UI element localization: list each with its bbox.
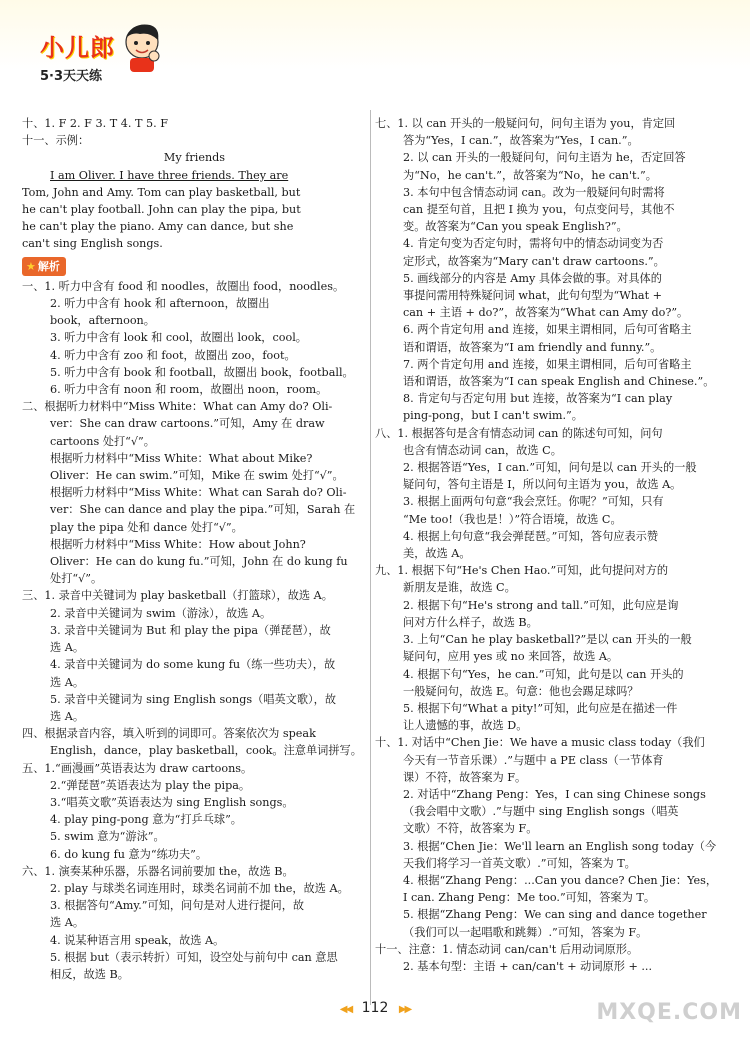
text-line: 4. 录音中关键词为 do some kung fu（练一些功夫），故	[50, 658, 336, 672]
text-line: 选 A。	[50, 916, 85, 930]
text-line: 2. 听力中含有 hook 和 afternoon，故圈出	[50, 297, 270, 311]
text-line: 3. 根据“Chen Jie：We'll learn an English song today（今	[403, 839, 717, 853]
text-line: 十一、注意：1. 情态动词 can/can't 后用动词原形。	[375, 942, 639, 956]
text-line: 定形式，故答案为“Mary can't draw cartoons.”。	[403, 254, 665, 268]
brand-logo	[40, 28, 115, 84]
text-line: 文歌）不符，故答案为 F。	[403, 822, 538, 836]
text-line: cartoons 处打“√”。	[50, 434, 155, 448]
right-column	[375, 115, 720, 975]
next-arrows-icon: ▶▶	[398, 1004, 411, 1015]
text-line: 4. 肯定句变为否定句时，需将句中的情态动词变为否	[403, 237, 664, 251]
text-line: English，dance，play basketball，cook。注意单词拼写。	[50, 744, 362, 758]
text-line: 4. 根据“Zhang Peng：...Can you dance? Chen Jie：Yes，	[403, 873, 718, 887]
text-line: he can't play the piano. Amy can dance, but she	[22, 220, 294, 234]
text-line: 为“No，he can't.”，故答案为“No，he can't.”。	[403, 168, 657, 182]
text-line: 选 A。	[50, 709, 85, 723]
text-line: 5. 画线部分的内容是 Amy 具体会做的事。对具体的	[403, 271, 662, 285]
text-line: Tom, John and Amy. Tom can play basketball, but	[22, 185, 301, 199]
text-line: My friends	[163, 151, 226, 165]
text-line: 6. do kung fu 意为“练功夫”。	[50, 847, 208, 861]
text-line: 新朋友是谁，故选 C。	[403, 581, 516, 595]
text-line: 八、1. 根据答句是含有情态动词 can 的陈述句可知，问句	[375, 426, 663, 440]
section-badge	[22, 257, 66, 276]
text-line: 语和谓语，故答案为“I am friendly and funny.”。	[403, 340, 662, 354]
text-line: 六、1. 演奏某种乐器，乐器名词前要加 the，故选 B。	[22, 864, 294, 878]
watermark: MXQE.COM	[596, 1000, 742, 1025]
text-line: I can. Zhang Peng：Me too.”可知，答案为 T。	[403, 891, 656, 905]
text-line: 疑问句，答句主语是 I，所以问句主语为 you，故选 A。	[403, 478, 682, 492]
text-line: 4. 根据上句句意“我会弹琵琶。”可知，答句应表示赞	[403, 529, 659, 543]
text-line: 2. play 与球类名词连用时，球类名词前不加 the，故选 A。	[50, 881, 349, 895]
text-line: 2. 对话中“Zhang Peng：Yes，I can sing Chinese songs	[403, 787, 706, 801]
text-line: 2. 基本句型：主语 + can/can't + 动词原形 + ...	[403, 959, 653, 973]
text-line: 课）不符，故答案为 F。	[403, 770, 527, 784]
text-line: 天我们将学习一首英文歌）.”可知，答案为 T。	[403, 856, 636, 870]
text-line: 3. 录音中关键词为 But 和 play the pipa（弹琵琶），故	[50, 623, 331, 637]
text-line: 十、1. 对话中“Chen Jie：We have a music class today（我们	[375, 736, 705, 750]
left-column	[22, 115, 367, 983]
text-line: 3. 本句中包含情态动词 can。改为一般疑问句时需将	[403, 185, 665, 199]
text-line: 变。故答案为“Can you speak English?”。	[403, 220, 628, 234]
star-icon: ★	[26, 259, 36, 273]
text-line: 2.“弹琵琶”英语表达为 play the pipa。	[50, 778, 251, 792]
text-line: can 提至句首，且把 I 换为 you，句点变问号，其他不	[403, 203, 675, 217]
prev-arrows-icon: ◀◀	[339, 1004, 352, 1015]
text-line: 8. 肯定句与否定句用 but 连接，故答案为“I can play	[403, 392, 673, 406]
text-line: 根据听力材料中“Miss White：What about Mike?	[50, 451, 313, 465]
section-label	[22, 257, 66, 276]
text-line: 3. 听力中含有 look 和 cool，故圈出 look，cool。	[50, 331, 307, 345]
text-line: “Me too!（我也是！）”符合语境，故选 C。	[403, 512, 622, 526]
text-line: 5. swim 意为“游泳”。	[50, 830, 165, 844]
text-line: 5. 录音中关键词为 sing English songs（唱英文歌），故	[50, 692, 337, 706]
text-line: 2. 根据答语“Yes，I can.”可知，问句是以 can 开头的一般	[403, 461, 697, 475]
column-divider	[370, 110, 371, 1005]
text-line: 3.“唱英文歌”英语表达为 sing English songs。	[50, 795, 294, 809]
text-line: 选 A。	[50, 675, 85, 689]
text-line: 疑问句，应用 yes 或 no 来回答，故选 A。	[403, 650, 619, 664]
text-line: 7. 两个肯定句用 and 连接，如果主谓相同，后句可省略主	[403, 357, 692, 371]
text-line: 一、1. 听力中含有 food 和 noodles，故圈出 food，noodles。	[22, 279, 345, 293]
text-line: 4. 听力中含有 zoo 和 foot，故圈出 zoo，foot。	[50, 348, 296, 362]
text-line: ping-pong，but I can't swim.”。	[403, 409, 583, 423]
text-line: ver：She can draw cartoons.”可知，Amy 在 draw	[50, 417, 325, 431]
text-line: 3. 根据答句“Amy.”可知，问句是对人进行提问，故	[50, 899, 305, 913]
text-line: can't sing English songs.	[22, 237, 163, 251]
text-line: 也含有情态动词 can，故选 C。	[403, 443, 562, 457]
text-line: he can't play football. John can play the pipa, but	[22, 203, 301, 217]
text-line: play the pipa 处和 dance 处打“√”。	[50, 520, 243, 534]
text-line: 4. 根据下句“Yes，he can.”可知，此句是以 can 开头的	[403, 667, 684, 681]
text-line: （我们可以一起唱歌和跳舞）.”可知，答案为 F。	[403, 925, 648, 939]
mascot-icon	[120, 20, 164, 74]
text-line: 二、根据听力材料中“Miss White：What can Amy do? Oli-	[22, 400, 333, 414]
text-line: 十一、示例：	[22, 134, 90, 148]
text-line: 选 A。	[50, 641, 85, 655]
text-line: can + 主语 + do?”，故答案为“What can Amy do?”。	[403, 306, 689, 320]
text-line: 4. play ping-pong 意为“打乒乓球”。	[50, 813, 242, 827]
text-line: 四、根据录音内容，填入听到的词即可。答案依次为 speak	[22, 727, 316, 741]
text-line: （我会唱中文歌）.”与题中 sing English songs（唱英	[403, 805, 679, 819]
text-line: 七、1. 以 can 开头的一般疑问句，问句主语为 you，肯定回	[375, 117, 676, 130]
text-line: I am Oliver. I have three friends. They are	[50, 168, 289, 182]
text-line: 处打“√”。	[50, 572, 103, 586]
text-line: 3. 上句“Can he play basketball?”是以 can 开头的一般	[403, 633, 692, 647]
text-line: 美，故选 A。	[403, 547, 471, 561]
brand-name: 小儿郎	[40, 34, 115, 62]
text-line: 4. 说某种语言用 speak，故选 A。	[50, 933, 225, 947]
text-line: Oliver：He can do kung fu.”可知，John 在 do kung fu	[50, 555, 348, 569]
text-line: 5. 根据 but（表示转折）可知，设空处与前句中 can 意思	[50, 950, 338, 964]
text-line: 十、1. F 2. F 3. T 4. T 5. F	[22, 117, 168, 130]
text-line: 语和谓语，故答案为“I can speak English and Chinese.”。	[403, 375, 715, 389]
text-line: 5. 根据“Zhang Peng：We can sing and dance together	[403, 908, 707, 922]
text-line: 一般疑问句，故选 E。句意：他也会踢足球吗？	[403, 684, 639, 698]
text-line: 5. 根据下句“What a pity!”可知，此句应是在描述一件	[403, 701, 678, 715]
text-line: 问对方什么样子，故选 B。	[403, 615, 538, 629]
text-line: 6. 听力中含有 noon 和 room，故圈出 noon，room。	[50, 383, 328, 397]
text-line: 五、1.“画漫画”英语表达为 draw cartoons。	[22, 761, 253, 775]
text-line: 今天有一节音乐课）.”与题中 a PE class（一节体育	[403, 753, 664, 767]
text-line: 根据听力材料中“Miss White：What can Sarah do? Oli-	[50, 486, 347, 500]
page-number: 112	[361, 1000, 389, 1016]
brand-series: 5·3天天练	[40, 69, 103, 84]
text-line: 5. 听力中含有 book 和 football，故圈出 book，football。	[50, 365, 354, 379]
text-line: ver：She can dance and play the pipa.”可知，Sarah 在	[50, 503, 356, 517]
text-line: 三、1. 录音中关键词为 play basketball（打篮球），故选 A。	[22, 589, 333, 603]
text-line: 3. 根据上面两句句意“我会烹饪。你呢？”可知，只有	[403, 495, 664, 509]
section-label-text: 解析	[37, 259, 60, 273]
text-line: 相反，故选 B。	[50, 967, 129, 981]
text-line: 答为“Yes，I can.”，故答案为“Yes，I can.”。	[403, 134, 639, 148]
text-line: 2. 录音中关键词为 swim（游泳），故选 A。	[50, 606, 272, 620]
text-line: 2. 根据下句“He's strong and tall.”可知，此句应是询	[403, 598, 679, 612]
text-line: 事提问需用特殊疑问词 what，此句句型为“What +	[403, 289, 663, 303]
text-line: 九、1. 根据下句“He's Chen Hao.”可知，此句提问对方的	[375, 564, 669, 578]
text-line: 6. 两个肯定句用 and 连接，如果主谓相同，后句可省略主	[403, 323, 692, 337]
text-line: book，afternoon。	[50, 314, 155, 328]
text-line: 2. 以 can 开头的一般疑问句，问句主语为 he，否定回答	[403, 151, 686, 165]
text-line: 根据听力材料中“Miss White：How about John?	[50, 537, 306, 551]
text-line: 让人遗憾的事，故选 D。	[403, 719, 528, 733]
text-line: Oliver：He can swim.”可知，Mike 在 swim 处打“√”。	[50, 469, 344, 483]
